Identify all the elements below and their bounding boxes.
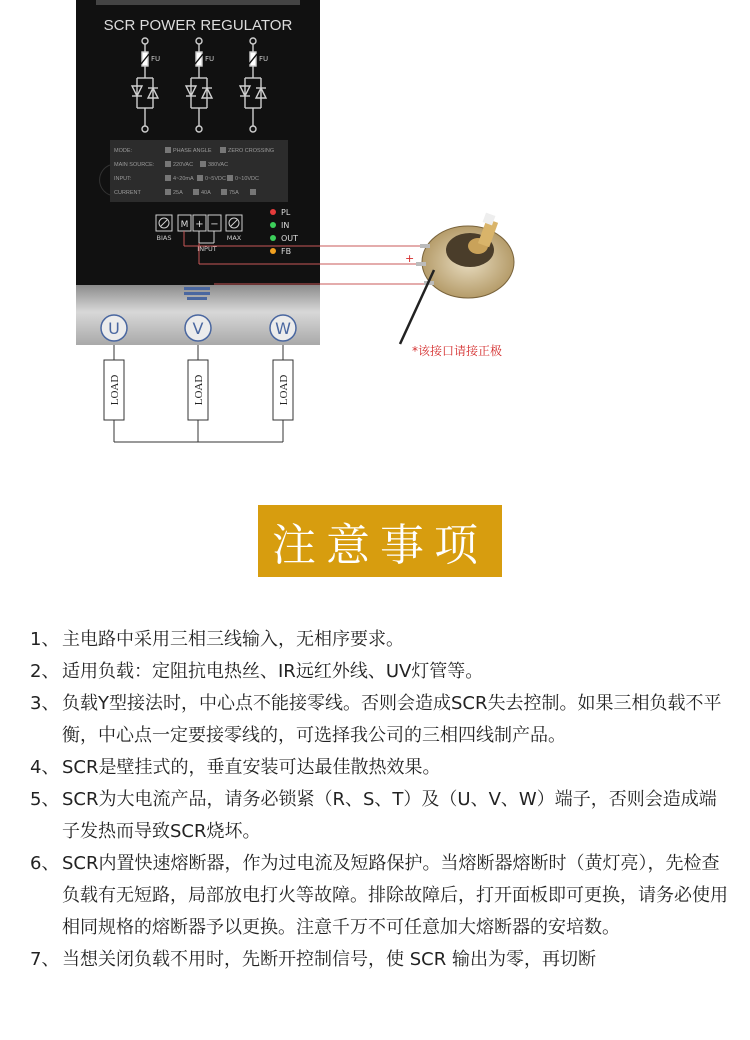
spec-label: MAIN SOURCE: — [114, 162, 155, 168]
list-item — [30, 688, 730, 752]
led-label: OUT — [281, 234, 299, 243]
list-item-text: SCR为大电流产品，请务必锁紧（R、S、T）及（U、V、W）端子，否则会造成端子发热而导致SCR烧坏。 — [62, 789, 717, 842]
spec-option: 380VAC — [208, 162, 229, 168]
spec-option: 75A — [229, 190, 239, 196]
led-out-icon — [270, 235, 276, 241]
potentiometer-note: *该接口请接正极 — [412, 344, 503, 358]
list-item — [30, 624, 730, 656]
list-item-text: 负载Y型接法时，中心点不能接零线。否则会造成SCR失去控制。如果三相负载不平衡，中心点一定要接零线的，可选择我公司的三相四线制产品。 — [62, 693, 722, 746]
terminal-u-label: U — [108, 319, 120, 338]
list-item-text: SCR是壁挂式的，垂直安装可达最佳散热效果。 — [62, 757, 441, 778]
terminal-v-label: V — [192, 319, 204, 338]
spec-label: INPUT: — [114, 176, 132, 182]
list-item-number: 1、 — [30, 629, 60, 650]
list-item-number: 7、 — [30, 949, 60, 970]
list-item — [30, 784, 730, 848]
list-item-text: 当想关闭负载不用时，先断开控制信号，使 SCR 输出为零，再切断 — [62, 949, 596, 970]
led-label: IN — [281, 221, 290, 230]
list-item-text: 适用负载：定阻抗电热丝、IR远红外线、UV灯管等。 — [62, 661, 484, 682]
spec-option: ZERO CROSSING — [228, 148, 275, 154]
pointer-arrow — [400, 270, 434, 344]
fuse-label-1: FU — [151, 55, 161, 63]
terminal-plus: + — [195, 219, 204, 230]
list-item — [30, 752, 730, 784]
terminal-minus: − — [210, 219, 219, 230]
load-label-3: LOAD — [278, 374, 290, 406]
list-item-number: 2、 — [30, 661, 60, 682]
led-pl-icon — [270, 209, 276, 215]
spec-option: 4~20mA — [173, 176, 194, 182]
max-label: MAX — [226, 234, 242, 242]
spec-option: 220VAC — [173, 162, 194, 168]
spec-option: 0~5VDC — [205, 176, 226, 182]
spec-option: 25A — [173, 190, 183, 196]
led-in-icon — [270, 222, 276, 228]
potentiometer-icon — [416, 213, 514, 298]
spec-label: MODE: — [114, 148, 133, 154]
spec-option: PHASE ANGLE — [173, 148, 212, 154]
list-item-number: 5、 — [30, 789, 60, 810]
list-item-number: 3、 — [30, 693, 60, 714]
notes-list — [30, 624, 730, 976]
load-label-2: LOAD — [193, 374, 205, 406]
list-item — [30, 944, 730, 976]
led-label: FB — [281, 247, 292, 256]
led-fb-icon — [270, 248, 276, 254]
list-item-number: 4、 — [30, 757, 60, 778]
terminal-w-label: W — [275, 319, 291, 338]
list-item — [30, 656, 730, 688]
section-title: 注意事项 — [258, 505, 502, 577]
vent-icon — [184, 287, 210, 300]
fuse-label-2: FU — [205, 55, 215, 63]
fuse-label-3: FU — [259, 55, 269, 63]
device-title: SCR POWER REGULATOR — [103, 17, 293, 34]
spec-label: CURRENT — [114, 190, 141, 196]
list-item-text: SCR内置快速熔断器，作为过电流及短路保护。当熔断器熔断时（黄灯亮），先检查负载有无短路，局部放电打火等故障。排除故障后，打开面板即可更换，请务必使用相同规格的熔断器予以更换。注意千万不可任意加大熔断器的安培数。 — [62, 853, 728, 938]
list-item — [30, 848, 730, 944]
list-item-number: 6、 — [30, 853, 60, 874]
wiring-diagram — [0, 0, 750, 460]
list-item-text: 主电路中采用三相三线输入，无相序要求。 — [62, 629, 404, 650]
plus-sign: + — [405, 252, 415, 265]
terminal-m: M — [180, 220, 189, 230]
input-label: INPUT — [197, 245, 217, 253]
spec-option: 40A — [201, 190, 211, 196]
led-label: PL — [281, 208, 291, 217]
bias-label: BIAS — [156, 234, 172, 242]
load-label-1: LOAD — [109, 374, 121, 406]
spec-option: 0~10VDC — [235, 176, 260, 182]
